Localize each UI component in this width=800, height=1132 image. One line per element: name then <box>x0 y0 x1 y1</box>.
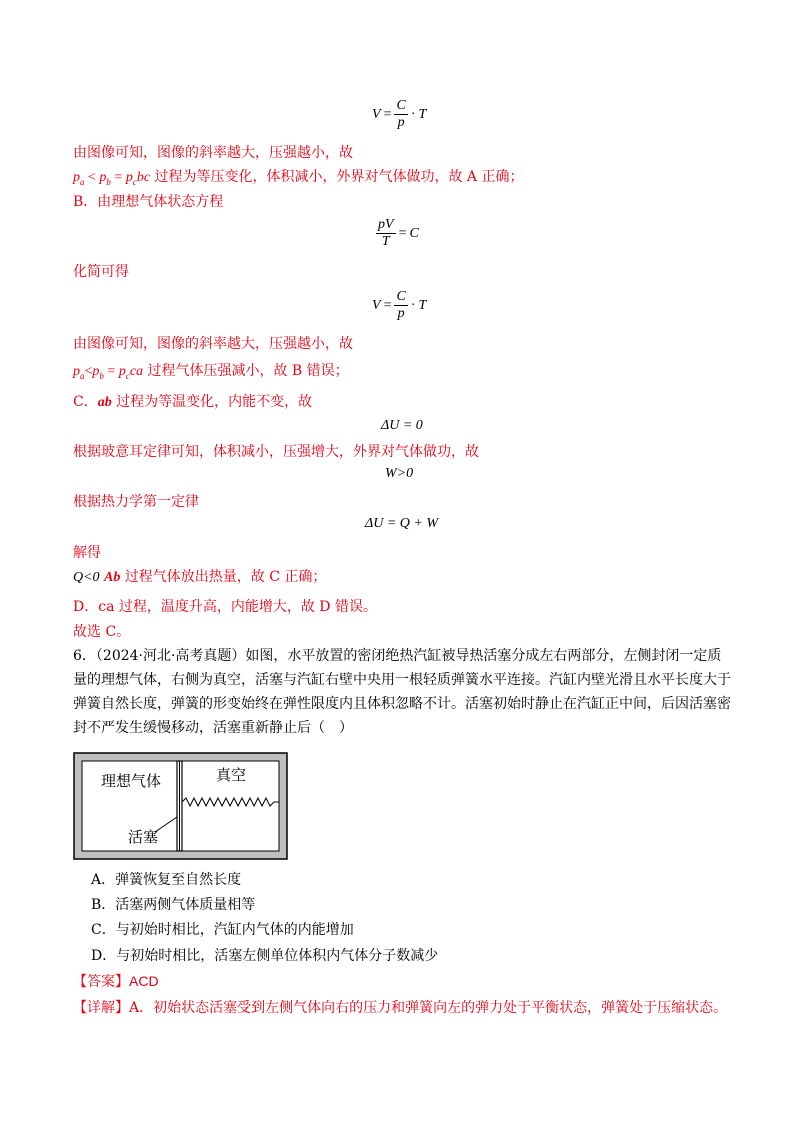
equation-v-c-over-p-t-2: V = $\frac{C}{p}$ · T <box>372 289 427 321</box>
math-subscript: a <box>80 370 85 381</box>
math-subscript: b <box>106 176 111 187</box>
math-symbol: p <box>125 170 133 185</box>
text-line: B．由理想气体状态方程 <box>73 194 224 210</box>
question-6-stem: 6．（2024·河北·高考真题）如图，水平放置的密闭绝热汽缸被导热活塞分成左右两部分，左侧封闭一定质量的理想气体，右侧为真空，活塞与汽缸右壁中央用一根轻质弹簧水平连接。汽缸内壁光滑且水平长度大于弹簧自然长度，弹簧的形变始终在弹性限度内且体积忽略不计。活塞初始时静止在汽缸正中间，后因活塞密封不严发生缓慢移动，活塞重新静止后（ ） <box>73 648 731 736</box>
eq-symbol: C <box>409 225 419 241</box>
math-operator: = <box>107 364 116 379</box>
equation-delta-u-zero: ΔU = 0 <box>381 418 423 433</box>
math-symbol: p <box>73 170 80 185</box>
text-line: 故选 C。 <box>73 624 131 640</box>
answer-tag: 【答案】 <box>73 974 129 990</box>
detail-text: A．初始状态活塞受到左侧气体向右的压力和弹簧向左的弹力处于平衡状态，弹簧处于压缩状态。 <box>129 1000 728 1016</box>
text-span: C． <box>73 394 98 410</box>
answer-line <box>73 971 159 992</box>
equation-pv-over-t: $\frac{pV}{T}$ = C <box>378 217 419 249</box>
eq-symbol: V <box>372 106 381 122</box>
figure-label-vacuum: 真空 <box>216 766 247 784</box>
detail-line <box>73 998 727 1018</box>
math-subscript: b <box>99 370 104 381</box>
math-symbol: p <box>73 364 80 379</box>
detail-tag: 【详解】 <box>73 1000 129 1016</box>
math-operator: < <box>88 170 96 185</box>
text-line-pressure-ca <box>73 361 349 386</box>
equation-w-positive: W>0 <box>385 466 414 481</box>
fraction-numerator: pV <box>378 217 394 232</box>
fraction <box>376 217 396 250</box>
answer-value: ACD <box>129 973 159 989</box>
text-span: 过程为等压变化，体积减小，外界对气体做功，故 A 正确； <box>154 169 524 185</box>
fraction <box>394 289 407 322</box>
option-d: D．与初始时相比，活塞左侧单位体积内气体分子数减少 <box>91 948 439 964</box>
equation-v-c-over-p-t-1: V = $\frac{C}{p}$ · T <box>372 98 427 130</box>
math-subscript: c <box>132 176 137 187</box>
text-line-pressure-bc <box>73 167 524 192</box>
eq-symbol: T <box>418 297 427 313</box>
fraction <box>394 98 407 131</box>
math-segment: ab <box>97 395 112 410</box>
text-line: 由图像可知，图像的斜率越大，压强越小，故 <box>73 336 353 352</box>
fraction-denominator: p <box>397 115 405 130</box>
text-line: 根据热力学第一定律 <box>73 494 199 510</box>
math-subscript: a <box>80 176 85 187</box>
math-segment: Ab <box>104 570 121 585</box>
math-expression: Q<0 <box>73 570 100 585</box>
figure-label-piston: 活塞 <box>128 828 159 846</box>
text-line: 根据玻意耳定律可知，体积减小，压强增大，外界对气体做功，故 <box>73 444 479 460</box>
option-b: B．活塞两侧气体质量相等 <box>91 897 256 913</box>
option-a: A．弹簧恢复至自然长度 <box>91 872 242 888</box>
fraction-numerator: C <box>396 98 406 113</box>
math-symbol: p <box>118 364 126 379</box>
math-subscript: c <box>125 370 130 381</box>
cylinder-figure <box>73 752 288 860</box>
text-line: 解得 <box>73 545 101 561</box>
fraction-denominator: T <box>381 234 390 249</box>
math-symbol: p <box>92 364 100 379</box>
text-span: 过程为等温变化，内能不变，故 <box>116 394 313 410</box>
text-span: 过程气体放出热量，故 C 正确； <box>124 569 327 585</box>
equation-first-law: ΔU = Q + W <box>365 516 438 531</box>
math-segment: bc <box>136 170 151 185</box>
eq-symbol: T <box>418 106 427 122</box>
text-line-q-negative <box>73 567 326 588</box>
option-c: C．与初始时相比，汽缸内气体的内能增加 <box>91 922 354 938</box>
text-line: 化简可得 <box>73 264 129 280</box>
math-operator: = <box>114 170 123 185</box>
text-line-option-c <box>73 392 312 413</box>
math-operator: < <box>84 364 93 379</box>
figure-label-ideal-gas: 理想气体 <box>101 772 162 790</box>
fraction-numerator: C <box>396 289 406 304</box>
math-segment: ca <box>129 364 144 379</box>
text-line: 由图像可知，图像的斜率越大，压强越小，故 <box>73 145 353 161</box>
math-symbol: p <box>99 170 107 185</box>
text-line: D．ca 过程，温度升高，内能增大，故 D 错误。 <box>73 599 377 615</box>
fraction-denominator: p <box>397 306 405 321</box>
eq-symbol: V <box>372 297 381 313</box>
text-span: 过程气体压强减小，故 B 错误； <box>147 363 349 379</box>
